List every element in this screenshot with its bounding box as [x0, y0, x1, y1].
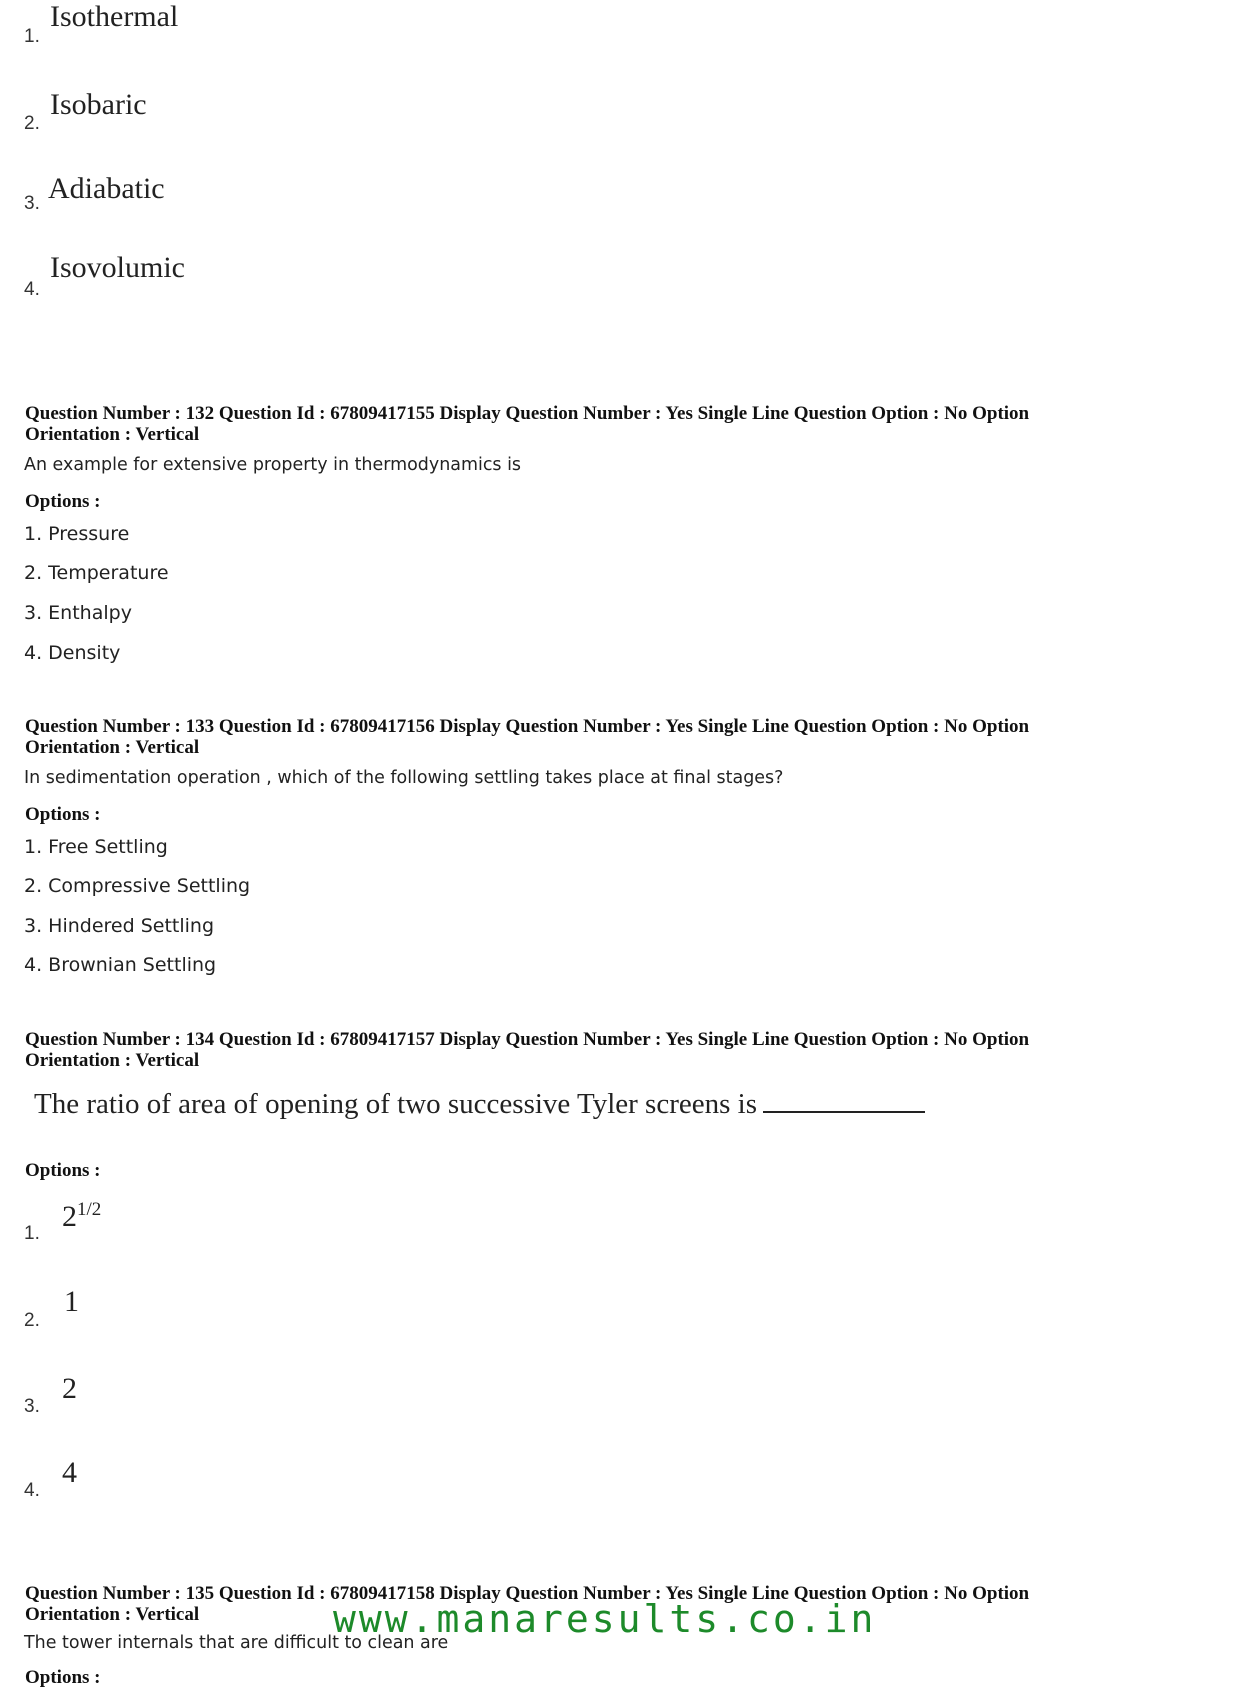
answer-blank — [763, 1085, 925, 1113]
question-header-line: Question Number : 132 Question Id : 67809417155 Display Question Number : Yes Single Line Question Option : No Option — [25, 403, 1030, 424]
option-text: 2 — [62, 1372, 77, 1405]
option-number: 1. — [24, 26, 40, 47]
option-text: Isobaric — [50, 88, 147, 121]
option-number: 2. — [24, 113, 40, 134]
watermark: www.manaresults.co.in — [333, 1597, 877, 1641]
question-header-line: Question Number : 133 Question Id : 67809417156 Display Question Number : Yes Single Line Question Option : No Option — [25, 716, 1030, 737]
option-number: 3. — [24, 193, 40, 214]
options-label: Options : — [25, 1667, 101, 1688]
option-text: 1 — [64, 1285, 79, 1318]
question-text-line — [34, 1085, 925, 1121]
option-number: 2. — [24, 1310, 40, 1331]
option-number: 4. — [24, 1480, 40, 1501]
question-header-line: Question Number : 134 Question Id : 67809417157 Display Question Number : Yes Single Line Question Option : No Option — [25, 1029, 1030, 1050]
option-math — [62, 1199, 101, 1234]
option-number: 1. — [24, 1223, 40, 1244]
option-number: 4. — [24, 279, 40, 300]
option-item: 4. Brownian Settling — [24, 954, 217, 976]
question-text: The tower internals that are difficult to clean are — [24, 1632, 449, 1653]
option-base: 2 — [62, 1200, 77, 1233]
option-item: 3. Enthalpy — [24, 602, 132, 624]
option-text: Isovolumic — [50, 251, 185, 284]
option-item: 2. Temperature — [24, 562, 169, 584]
options-label: Options : — [25, 804, 101, 825]
options-label: Options : — [25, 491, 101, 512]
option-text: Adiabatic — [48, 172, 165, 205]
question-text: The ratio of area of opening of two successive Tyler screens is — [34, 1088, 757, 1120]
question-text: In sedimentation operation , which of the following settling takes place at final stages? — [24, 767, 784, 788]
question-header-line: Orientation : Vertical — [25, 424, 200, 445]
question-header — [25, 1029, 1029, 1071]
option-item: 2. Compressive Settling — [24, 875, 251, 897]
question-header — [25, 716, 1029, 758]
option-exponent: 1/2 — [77, 1199, 102, 1220]
question-header-line: Orientation : Vertical — [25, 1604, 200, 1625]
question-header-line: Orientation : Vertical — [25, 1050, 200, 1071]
question-header — [25, 403, 1029, 445]
options-label: Options : — [25, 1160, 101, 1181]
question-header-line: Orientation : Vertical — [25, 737, 200, 758]
option-item: 3. Hindered Settling — [24, 915, 215, 937]
option-number: 3. — [24, 1396, 40, 1417]
question-header-line: Question Number : 135 Question Id : 67809417158 Display Question Number : Yes Single Line Question Option : No Option — [25, 1583, 1030, 1604]
option-text: Isothermal — [50, 0, 179, 33]
option-item: 1. Free Settling — [24, 836, 168, 858]
option-item: 1. Pressure — [24, 523, 130, 545]
option-text: 4 — [62, 1456, 77, 1489]
question-text: An example for extensive property in thermodynamics is — [24, 454, 522, 475]
option-item: 4. Density — [24, 642, 121, 664]
